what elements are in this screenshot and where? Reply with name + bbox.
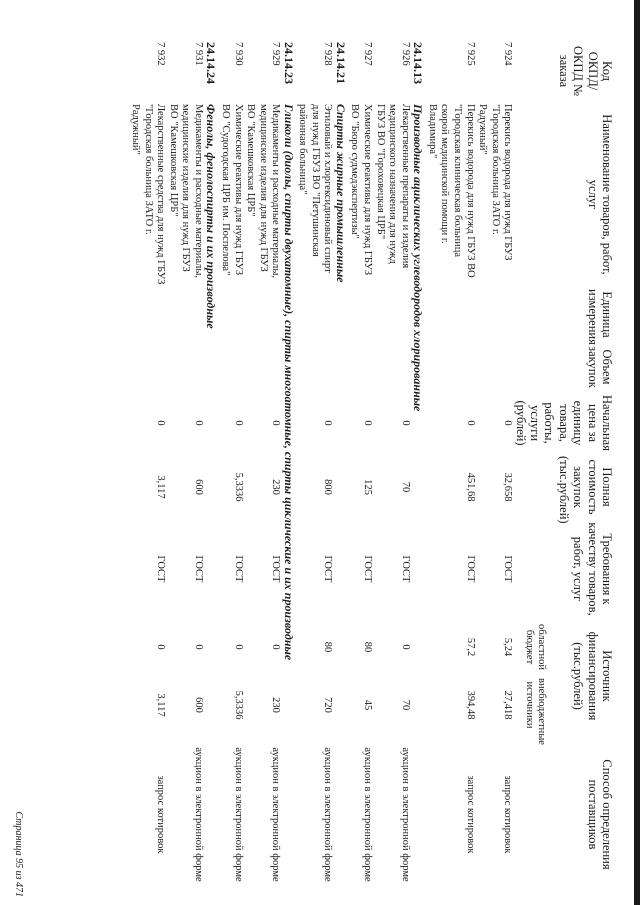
header-finance: Источник финансирования (тыс.рублей) bbox=[571, 631, 614, 721]
header-unit: Единица измерения bbox=[585, 289, 614, 345]
total-cost: 32,658 bbox=[502, 472, 514, 502]
unit-price: 0 bbox=[192, 420, 204, 426]
group-row bbox=[281, 40, 295, 895]
header-volume: Объем закупок bbox=[585, 346, 614, 388]
unit-price: 0 bbox=[399, 420, 411, 426]
total-cost: 70 bbox=[399, 481, 411, 493]
header-name: Наименование товаров, работ, услуг bbox=[585, 114, 614, 275]
volume-cell bbox=[373, 342, 411, 392]
order-number: 7 928 bbox=[322, 42, 334, 66]
table-row bbox=[128, 40, 166, 895]
header-fin-offbudget: внебюджетные источники bbox=[524, 678, 548, 745]
unit-price: 0 bbox=[270, 420, 282, 426]
unit-cell bbox=[476, 287, 514, 342]
order-number: 7 925 bbox=[464, 42, 476, 66]
order-number: 7 931 bbox=[192, 42, 204, 66]
offbudget-sources: 600 bbox=[192, 697, 204, 713]
procurement-method: аукцион в электронной форме bbox=[232, 747, 244, 882]
order-number: 7 929 bbox=[270, 42, 282, 66]
regional-budget: 0 bbox=[192, 644, 204, 650]
group-row bbox=[204, 40, 218, 895]
header-price: Начальная цена за единицу товара, работы, услуги (рублей) bbox=[513, 395, 614, 451]
group-code: 24.14.21 bbox=[333, 42, 348, 84]
table-row bbox=[244, 40, 282, 895]
group-title: Производные ациклических углеводородов хлорированные bbox=[411, 104, 426, 412]
unit-cell bbox=[218, 287, 243, 342]
total-cost: 3,117 bbox=[155, 475, 167, 499]
item-name: Химические реактивы для нужд ГБУЗ ВО "Бюро судмедэкспертизы" bbox=[349, 104, 374, 276]
quality-standard: ГОСТ bbox=[155, 555, 167, 583]
offbudget-sources: 230 bbox=[270, 697, 282, 713]
volume-cell bbox=[425, 342, 475, 392]
group-title: Спирты жирные промышленные bbox=[333, 104, 348, 283]
page-footer: Страница 95 из 471 bbox=[13, 811, 24, 897]
quality-standard: ГОСТ bbox=[270, 555, 282, 583]
table-row bbox=[373, 40, 411, 895]
offbudget-sources: 3,117 bbox=[155, 693, 167, 717]
quality-standard: ГОСТ bbox=[362, 555, 374, 583]
procurement-method: запрос котировок bbox=[502, 775, 514, 854]
offbudget-sources: 70 bbox=[399, 699, 411, 711]
header-quality: Требования к качеству товаров, работ, услуг bbox=[571, 522, 614, 616]
total-cost: 600 bbox=[192, 479, 204, 495]
order-number: 7 930 bbox=[232, 42, 244, 66]
item-name: Этиловый и хлоргексидиновый спирт для нужд ГБУЗ ВО "Петушинская районная больница" bbox=[297, 104, 334, 273]
offbudget-sources: 720 bbox=[322, 697, 334, 713]
regional-budget: 80 bbox=[322, 641, 334, 653]
quality-standard: ГОСТ bbox=[399, 555, 411, 583]
order-number: 7 932 bbox=[155, 42, 167, 66]
header-fin-regional: областной бюджет bbox=[524, 624, 548, 670]
volume-cell bbox=[166, 342, 204, 392]
table-row bbox=[218, 40, 243, 895]
group-row bbox=[333, 40, 347, 895]
unit-price: 0 bbox=[232, 420, 244, 426]
order-number: 7 927 bbox=[362, 42, 374, 66]
unit-cell bbox=[373, 287, 411, 342]
table-row bbox=[476, 40, 514, 895]
total-cost: 125 bbox=[362, 479, 374, 495]
table-header bbox=[513, 40, 628, 895]
regional-budget: 80 bbox=[362, 641, 374, 653]
unit-price: 0 bbox=[502, 420, 514, 426]
volume-cell bbox=[218, 342, 243, 392]
quality-standard: ГОСТ bbox=[322, 555, 334, 583]
unit-cell bbox=[128, 287, 166, 342]
item-name: Лекарственные средства для нужд ГБУЗ "Городская больница ЗАТО г. Радужный" bbox=[129, 104, 167, 285]
regional-budget: 0 bbox=[270, 644, 282, 650]
unit-price: 0 bbox=[155, 420, 167, 426]
item-name: Медикаменты и расходные материалы, медицинские изделия для нужд ГБУЗ ВО "Камешковская ЦРБ" bbox=[245, 104, 282, 279]
offbudget-sources: 27,418 bbox=[502, 690, 514, 720]
group-code: 24.14.23 bbox=[281, 42, 296, 84]
group-title: Фенолы, фенолоспирты и их производные bbox=[204, 104, 219, 329]
order-number: 7 924 bbox=[502, 42, 514, 66]
table-row bbox=[425, 40, 475, 895]
regional-budget: 0 bbox=[155, 644, 167, 650]
table-row bbox=[348, 40, 373, 895]
offbudget-sources: 45 bbox=[362, 699, 374, 711]
regional-budget: 5,24 bbox=[502, 637, 514, 657]
item-name: Лекарственные препараты и изделия медицинского назначения для нужд ГБУЗ ВО "Гороховецкая ЦРБ" bbox=[374, 104, 411, 269]
quality-standard: ГОСТ bbox=[232, 555, 244, 583]
procurement-method: аукцион в электронной форме bbox=[399, 747, 411, 882]
item-name: Перекись водорода для нужд ГБУЗ "Городская больница ЗАТО г. Радужный" bbox=[477, 104, 514, 261]
procurement-method: аукцион в электронной форме bbox=[270, 747, 282, 882]
item-name: Медикаменты и расходные материалы, медицинские изделия для нужд ГБУЗ ВО "Камешковская ЦРБ" bbox=[167, 104, 204, 279]
group-code: 24.14.24 bbox=[204, 42, 219, 84]
total-cost: 451,68 bbox=[464, 472, 476, 502]
unit-cell bbox=[244, 287, 282, 342]
offbudget-sources: 394,48 bbox=[464, 690, 476, 720]
order-number: 7 926 bbox=[399, 42, 411, 66]
total-cost: 800 bbox=[322, 479, 334, 495]
header-method: Способ определения поставщиков bbox=[585, 759, 614, 870]
volume-cell bbox=[244, 342, 282, 392]
table-row bbox=[166, 40, 204, 895]
quality-standard: ГОСТ bbox=[192, 555, 204, 583]
item-name: Химические реактивы для нужд ГБУЗ ВО "Судогодская ЦРБ им. Поспелова" bbox=[219, 104, 244, 276]
unit-price: 0 bbox=[362, 420, 374, 426]
procurement-method: запрос котировок bbox=[464, 775, 476, 854]
quality-standard: ГОСТ bbox=[502, 555, 514, 583]
unit-cell bbox=[166, 287, 204, 342]
regional-budget: 0 bbox=[232, 644, 244, 650]
procurement-table bbox=[128, 40, 628, 895]
item-name: Перекись водорода для нужд ГБУЗ ВО "Городская клиническая больница скорой медицинской помощи г. Владимира" bbox=[426, 104, 476, 278]
unit-price: 0 bbox=[464, 420, 476, 426]
scan-edge-bar bbox=[634, 0, 640, 905]
header-total: Полная стоимость закупок (тыс.рублей) bbox=[556, 456, 614, 524]
unit-cell bbox=[348, 287, 373, 342]
total-cost: 230 bbox=[270, 479, 282, 495]
regional-budget: 0 bbox=[399, 644, 411, 650]
quality-standard: ГОСТ bbox=[464, 555, 476, 583]
procurement-method: запрос котировок bbox=[155, 775, 167, 854]
header-code: Код ОКПД/ ОКПД № заказа bbox=[556, 46, 614, 96]
unit-cell bbox=[425, 287, 475, 342]
total-cost: 5,3336 bbox=[232, 472, 244, 502]
volume-cell bbox=[128, 342, 166, 392]
volume-cell bbox=[476, 342, 514, 392]
volume-cell bbox=[348, 342, 373, 392]
group-row bbox=[411, 40, 425, 895]
table-row bbox=[296, 40, 334, 895]
procurement-method: аукцион в электронной форме bbox=[192, 747, 204, 882]
procurement-method: аукцион в электронной форме bbox=[322, 747, 334, 882]
table-body bbox=[128, 40, 513, 895]
regional-budget: 57,2 bbox=[464, 637, 476, 657]
procurement-method: аукцион в электронной форме bbox=[362, 747, 374, 882]
volume-cell bbox=[296, 342, 334, 392]
unit-price: 0 bbox=[322, 420, 334, 426]
group-title: Гликоли (диолы, спирты двухатомные), спирты многоатомные, спирты циклические и их производные bbox=[281, 104, 296, 661]
group-code: 24.14.13 bbox=[411, 42, 426, 84]
unit-cell bbox=[296, 287, 334, 342]
offbudget-sources: 5,3336 bbox=[232, 690, 244, 720]
